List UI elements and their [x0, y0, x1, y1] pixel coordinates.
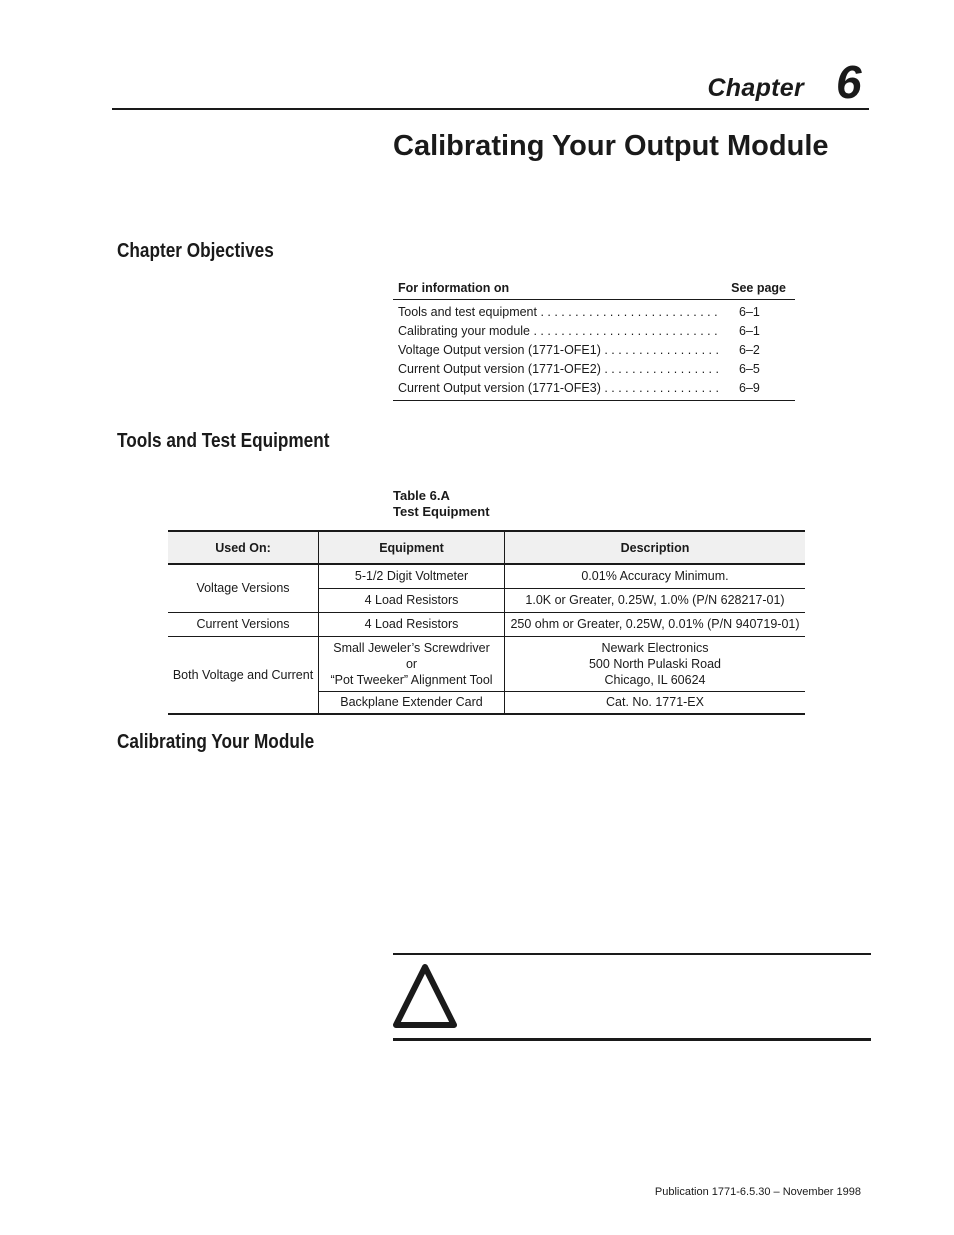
equipment-table — [168, 530, 805, 715]
cell-description — [505, 636, 806, 691]
objectives-bottom-rule — [393, 400, 795, 401]
table-row — [168, 612, 805, 636]
publication-footer: Publication 1771-6.5.30 – November 1998 — [654, 1186, 861, 1198]
toc-page: 6–2 — [739, 342, 760, 357]
warning-bottom-rule — [393, 1038, 871, 1041]
toc-topic: Tools and test equipment . . . — [398, 305, 721, 319]
toc-row — [393, 359, 795, 378]
chapter-rule — [112, 108, 869, 110]
toc-row — [393, 340, 795, 359]
toc-page: 6–5 — [739, 361, 760, 376]
description-line: Chicago, IL 60624 — [604, 672, 706, 687]
cell-equipment: Backplane Extender Card — [319, 691, 505, 714]
equipment-line: “Pot Tweeker” Alignment Tool — [330, 672, 493, 687]
cell-description: 0.01% Accuracy Minimum. — [505, 564, 806, 588]
warning-triangle-icon — [391, 962, 459, 1035]
equipment-line: or — [405, 656, 418, 671]
toc-page: 6–9 — [739, 380, 760, 395]
header-equipment: Equipment — [319, 531, 505, 564]
cell-equipment: 4 Load Resistors — [319, 612, 505, 636]
col-page-header: See page — [731, 281, 786, 295]
cell-used-on: Both Voltage and Current — [168, 636, 319, 714]
cell-description: Cat. No. 1771-EX — [505, 691, 806, 714]
toc-topic: Current Output version (1771-OFE2) . . . — [398, 362, 721, 376]
col-topic-header: For information on — [398, 281, 510, 295]
description-line: 500 North Pulaski Road — [588, 656, 722, 671]
chapter-number: 6 — [836, 56, 862, 108]
toc-row — [393, 321, 795, 340]
chapter-label: Chapter — [707, 74, 804, 102]
warning-top-rule — [393, 953, 871, 955]
cell-used-on: Current Versions — [168, 612, 319, 636]
table-number: Table 6.A — [393, 488, 450, 503]
cell-equipment: 4 Load Resistors — [319, 588, 505, 612]
equipment-line: Small Jeweler’s Screwdriver — [333, 640, 490, 655]
toc-row — [393, 302, 795, 321]
page-title: Calibrating Your Output Module — [393, 130, 829, 162]
section-heading-objectives: Chapter Objectives — [117, 240, 274, 262]
equipment-table-header — [168, 531, 805, 564]
toc-page: 6–1 — [739, 323, 760, 338]
toc-row — [393, 378, 795, 397]
objectives-table-header — [393, 278, 795, 298]
toc-topic: Voltage Output version (1771-OFE1) . . . — [398, 343, 721, 357]
section-heading-tools: Tools and Test Equipment — [117, 430, 330, 452]
cell-description: 1.0K or Greater, 0.25W, 1.0% (P/N 628217-01) — [505, 588, 806, 612]
table-row — [168, 636, 805, 691]
cell-used-on: Voltage Versions — [168, 564, 319, 612]
toc-topic: Calibrating your module . . . — [398, 324, 721, 338]
cell-equipment: 5-1/2 Digit Voltmeter — [319, 564, 505, 588]
header-description: Description — [505, 531, 806, 564]
section-heading-calibrating: Calibrating Your Module — [117, 731, 315, 753]
description-line: Newark Electronics — [601, 640, 709, 655]
cell-equipment — [319, 636, 505, 691]
header-used-on: Used On: — [168, 531, 319, 564]
table-title: Test Equipment — [393, 504, 490, 519]
objectives-table — [393, 278, 795, 401]
table-row — [168, 564, 805, 588]
table-caption — [393, 488, 490, 520]
toc-page: 6–1 — [739, 304, 760, 319]
toc-topic: Current Output version (1771-OFE3) . . . — [398, 381, 721, 395]
cell-description: 250 ohm or Greater, 0.25W, 0.01% (P/N 940719-01) — [505, 612, 806, 636]
